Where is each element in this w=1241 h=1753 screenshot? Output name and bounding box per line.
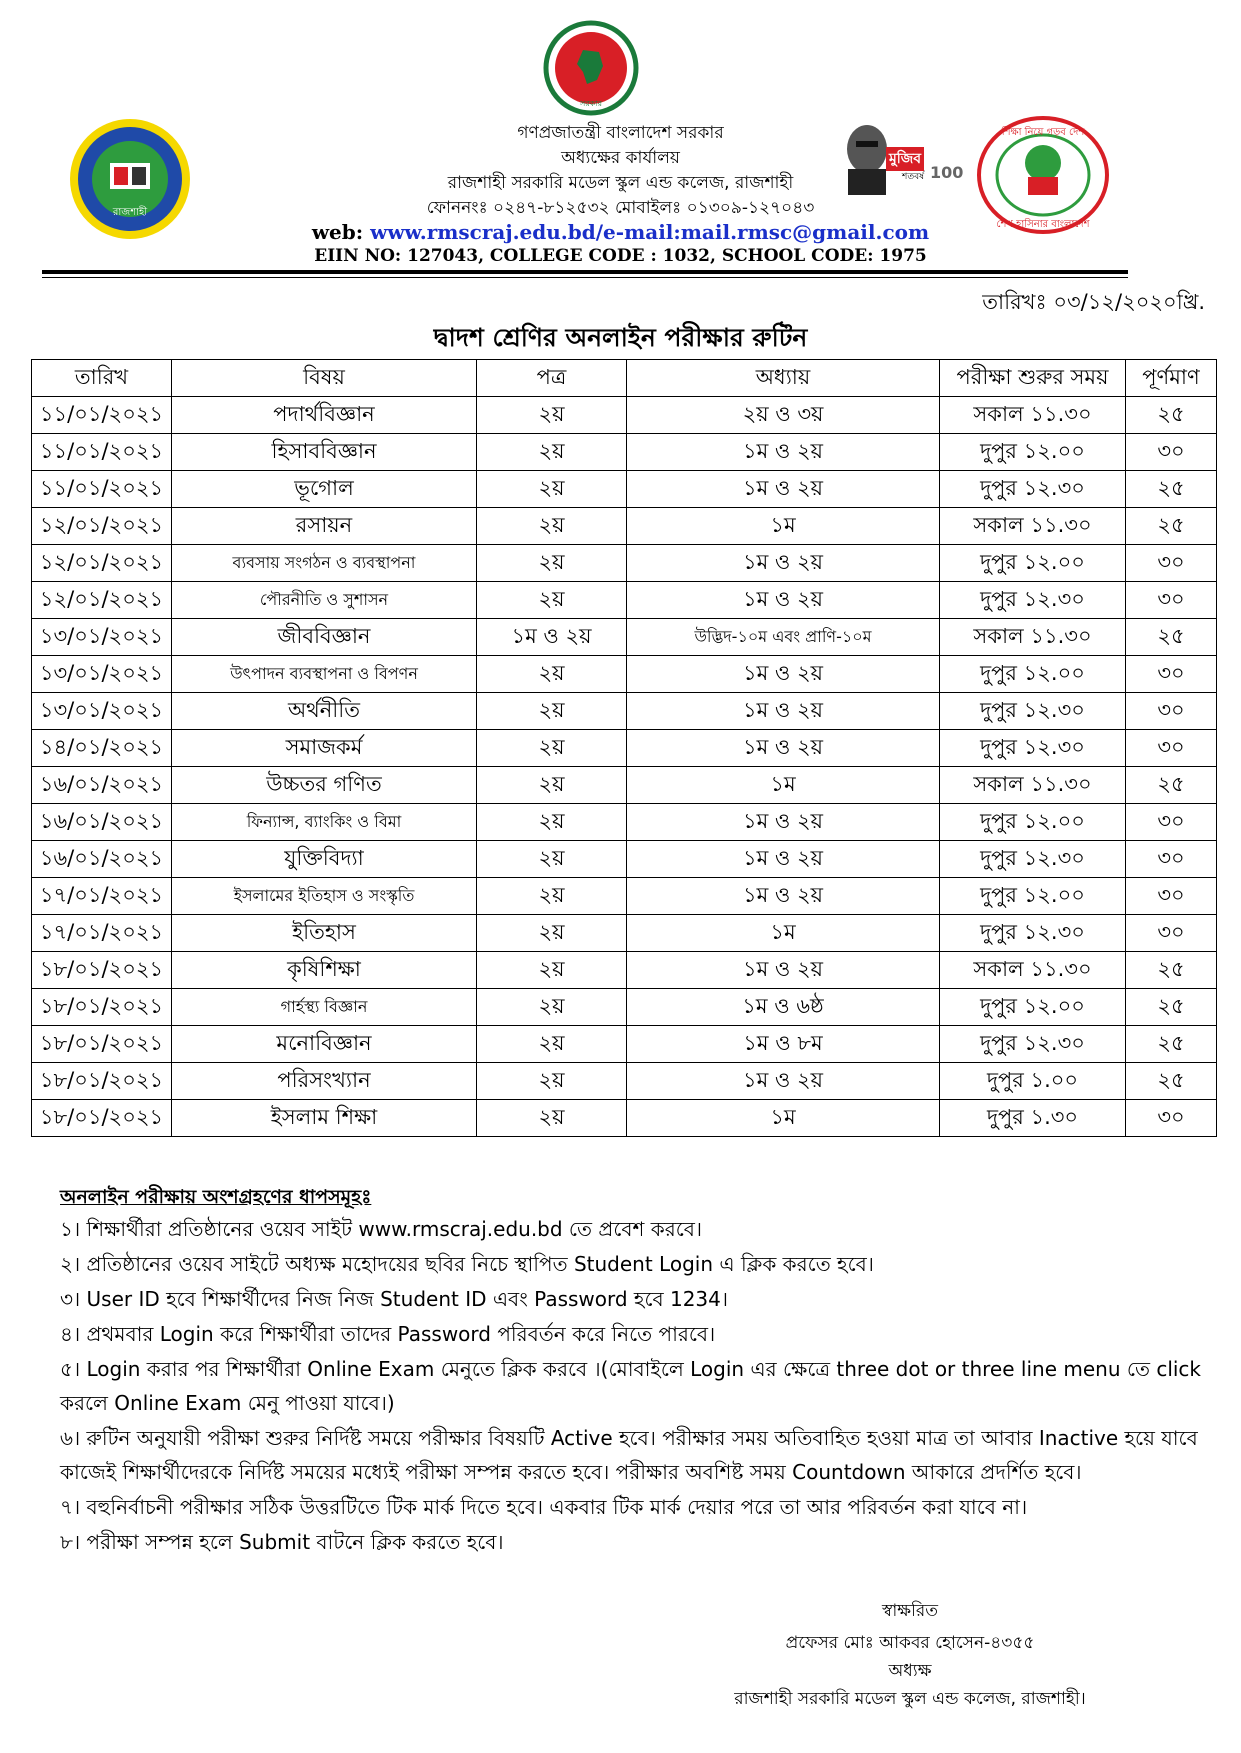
marks-cell: ২৫: [1126, 767, 1217, 804]
date-cell: ১৬/০১/২০২১: [32, 767, 172, 804]
gov-name: গণপ্রজাতন্ত্রী বাংলাদেশ সরকার: [517, 123, 724, 143]
table-row: [32, 471, 1217, 508]
chapter-cell: ১ম ও ২য়: [627, 841, 940, 878]
column-header: পরীক্ষা শুরুর সময়: [940, 360, 1126, 397]
chapter-cell: ১ম ও ২য়: [627, 434, 940, 471]
phone-line: ফোননংঃ ০২৪৭-৮১২৫৩২ মোবাইলঃ ০১৩০৯-১২৭০৪৩: [426, 198, 815, 218]
paper-cell: ২য়: [477, 767, 627, 804]
table-row: [32, 508, 1217, 545]
time-cell: সকাল ১১.৩০: [940, 619, 1126, 656]
subject-cell: ফিন্যান্স, ব্যাংকিং ও বিমা: [172, 804, 477, 841]
chapter-cell: ১ম ও ২য়: [627, 582, 940, 619]
marks-cell: ৩০: [1126, 656, 1217, 693]
chapter-cell: ১ম: [627, 767, 940, 804]
step-item: ১। শিক্ষার্থীরা প্রতিষ্ঠানের ওয়েব সাইট www.rmscraj.edu.bd তে প্রবেশ করবে।: [60, 1217, 703, 1241]
signatory-designation: অধ্যক্ষ: [888, 1661, 932, 1681]
subject-cell: কৃষিশিক্ষা: [172, 952, 477, 989]
time-cell: দুপুর ১২.০০: [940, 804, 1126, 841]
column-header: বিষয়: [172, 360, 477, 397]
date-cell: ১২/০১/২০২১: [32, 545, 172, 582]
chapter-cell: ১ম: [627, 915, 940, 952]
marks-cell: ২৫: [1126, 1026, 1217, 1063]
table-row: [32, 952, 1217, 989]
date-cell: ১৮/০১/২০২১: [32, 989, 172, 1026]
table-row: [32, 693, 1217, 730]
subject-cell: ব্যবসায় সংগঠন ও ব্যবস্থাপনা: [172, 545, 477, 582]
paper-cell: ২য়: [477, 582, 627, 619]
web-link[interactable]: www.rmscraj.edu.bd/e-mail:mail.rmsc@gmail.com: [370, 220, 930, 244]
paper-cell: ২য়: [477, 841, 627, 878]
time-cell: সকাল ১১.৩০: [940, 508, 1126, 545]
chapter-cell: ১ম ও ২য়: [627, 804, 940, 841]
table-row: [32, 804, 1217, 841]
table-row: [32, 1063, 1217, 1100]
date-cell: ১৪/০১/২০২১: [32, 730, 172, 767]
subject-cell: যুক্তিবিদ্যা: [172, 841, 477, 878]
signatory-institution: রাজশাহী সরকারি মডেল স্কুল এন্ড কলেজ, রাজশাহী।: [734, 1689, 1086, 1709]
date-cell: ১১/০১/২০২১: [32, 471, 172, 508]
paper-cell: ২য়: [477, 471, 627, 508]
chapter-cell: ১ম ও ২য়: [627, 952, 940, 989]
date-cell: ১৮/০১/২০২১: [32, 952, 172, 989]
time-cell: দুপুর ১২.০০: [940, 434, 1126, 471]
subject-cell: ভূগোল: [172, 471, 477, 508]
marks-cell: ৩০: [1126, 582, 1217, 619]
web-label: web:: [311, 220, 364, 244]
time-cell: দুপুর ১২.৩০: [940, 915, 1126, 952]
time-cell: দুপুর ১২.৩০: [940, 471, 1126, 508]
web-line: [0, 220, 1241, 244]
marks-cell: ২৫: [1126, 952, 1217, 989]
table-row: [32, 841, 1217, 878]
time-cell: সকাল ১১.৩০: [940, 397, 1126, 434]
institution-name: রাজশাহী সরকারি মডেল স্কুল এন্ড কলেজ, রাজশাহী: [447, 173, 794, 193]
svg-text:শিক্ষা নিয়ে গড়ব দেশ: শিক্ষা নিয়ে গড়ব দেশ: [1001, 127, 1085, 138]
subject-cell: ইসলামের ইতিহাস ও সংস্কৃতি: [172, 878, 477, 915]
time-cell: দুপুর ১২.৩০: [940, 693, 1126, 730]
marks-cell: ২৫: [1126, 397, 1217, 434]
marks-cell: ৩০: [1126, 1100, 1217, 1137]
paper-cell: ২য়: [477, 1063, 627, 1100]
subject-cell: পদার্থবিজ্ঞান: [172, 397, 477, 434]
marks-cell: ২৫: [1126, 619, 1217, 656]
paper-cell: ২য়: [477, 397, 627, 434]
time-cell: সকাল ১১.৩০: [940, 952, 1126, 989]
step-item: ৫। Login করার পর শিক্ষার্থীরা Online Exam মেনুতে ক্লিক করবে ।(মোবাইলে Login এর ক্ষেত্রে three dot or three line menu তে click করলে Online Exam মেনু পাওয়া যাবে।): [60, 1357, 1202, 1415]
chapter-cell: ১ম: [627, 508, 940, 545]
time-cell: দুপুর ১২.৩০: [940, 1026, 1126, 1063]
signed-label: স্বাক্ষরিত: [881, 1601, 939, 1621]
svg-text:সরকার: সরকার: [579, 99, 603, 108]
column-header: পত্র: [477, 360, 627, 397]
date-cell: ১৩/০১/২০২১: [32, 619, 172, 656]
chapter-cell: ১ম ও ৮ম: [627, 1026, 940, 1063]
time-cell: দুপুর ১২.৩০: [940, 730, 1126, 767]
step-item: ৬। রুটিন অনুযায়ী পরীক্ষা শুরুর নির্দিষ্ট সময়ে পরীক্ষার বিষয়টি Active হবে। পরীক্ষার সময় অতিবাহিত হওয়া মাত্র তা আবার Inactive হয়ে যাবে কাজেই শিক্ষার্থীদেরকে নির্দিষ্ট সময়ের মধ্যেই পরীক্ষা সম্পন্ন করতে হবে। পরীক্ষার অবশিষ্ট সময় Countdown আকারে প্রদর্শিত হবে।: [60, 1426, 1198, 1484]
subject-cell: উৎপাদন ব্যবস্থাপনা ও বিপণন: [172, 656, 477, 693]
table-row: [32, 730, 1217, 767]
date-cell: ১৮/০১/২০২১: [32, 1100, 172, 1137]
chapter-cell: ১ম ও ২য়: [627, 730, 940, 767]
subject-cell: জীববিজ্ঞান: [172, 619, 477, 656]
subject-cell: ইসলাম শিক্ষা: [172, 1100, 477, 1137]
date-cell: ১৩/০১/২০২১: [32, 693, 172, 730]
time-cell: দুপুর ১২.০০: [940, 656, 1126, 693]
paper-cell: ২য়: [477, 804, 627, 841]
office-name: অধ্যক্ষের কার্যালয়: [561, 148, 680, 168]
header-divider: [42, 270, 1128, 274]
date-cell: ১৮/০১/২০২১: [32, 1063, 172, 1100]
date-cell: ১৮/০১/২০২১: [32, 1026, 172, 1063]
table-body: [32, 397, 1217, 1137]
time-cell: দুপুর ১২.০০: [940, 989, 1126, 1026]
subject-cell: মনোবিজ্ঞান: [172, 1026, 477, 1063]
table-row: [32, 1026, 1217, 1063]
paper-cell: ২য়: [477, 693, 627, 730]
marks-cell: ২৫: [1126, 1063, 1217, 1100]
time-cell: দুপুর ১২.০০: [940, 878, 1126, 915]
chapter-cell: ১ম ও ২য়: [627, 878, 940, 915]
routine-table: [31, 359, 1217, 1137]
paper-cell: ২য়: [477, 508, 627, 545]
marks-cell: ৩০: [1126, 841, 1217, 878]
header-divider-thin: [42, 277, 1128, 278]
date-cell: ১৬/০১/২০২১: [32, 841, 172, 878]
paper-cell: ২য়: [477, 952, 627, 989]
government-emblem-icon: [543, 20, 639, 116]
time-cell: দুপুর ১২.৩০: [940, 582, 1126, 619]
table-row: [32, 915, 1217, 952]
time-cell: দুপুর ১.৩০: [940, 1100, 1126, 1137]
paper-cell: ২য়: [477, 545, 627, 582]
mujib-sub: শতবর্ষ: [902, 172, 925, 182]
time-cell: দুপুর ১২.০০: [940, 545, 1126, 582]
table-row: [32, 397, 1217, 434]
codes-line: EIIN NO: 127043, COLLEGE CODE : 1032, SCHOOL CODE: 1975: [314, 246, 927, 266]
marks-cell: ৩০: [1126, 545, 1217, 582]
paper-cell: ২য়: [477, 989, 627, 1026]
column-header: অধ্যায়: [627, 360, 940, 397]
subject-cell: হিসাববিজ্ঞান: [172, 434, 477, 471]
table-row: [32, 878, 1217, 915]
issue-date: তারিখঃ ০৩/১২/২০২০খ্রি.: [982, 290, 1205, 314]
marks-cell: ৩০: [1126, 693, 1217, 730]
table-row: [32, 619, 1217, 656]
date-cell: ১৭/০১/২০২১: [32, 878, 172, 915]
steps-title: অনলাইন পরীক্ষায় অংশগ্রহণের ধাপসমূহঃ: [60, 1186, 372, 1208]
subject-cell: অর্থনীতি: [172, 693, 477, 730]
chapter-cell: ১ম ও ২য়: [627, 693, 940, 730]
marks-cell: ৩০: [1126, 915, 1217, 952]
paper-cell: ২য়: [477, 1026, 627, 1063]
subject-cell: গার্হস্থ্য বিজ্ঞান: [172, 989, 477, 1026]
marks-cell: ৩০: [1126, 878, 1217, 915]
table-row: [32, 1100, 1217, 1137]
steps-list: [60, 1212, 1220, 1560]
date-cell: ১২/০১/২০২১: [32, 582, 172, 619]
mujib-label: মুজিব: [886, 147, 924, 171]
time-cell: সকাল ১১.৩০: [940, 767, 1126, 804]
paper-cell: ২য়: [477, 1100, 627, 1137]
subject-cell: সমাজকর্ম: [172, 730, 477, 767]
svg-text:শেখ হাসিনার বাংলাদেশ: শেখ হাসিনার বাংলাদেশ: [996, 219, 1090, 230]
svg-text:রাজশাহী: রাজশাহী: [112, 207, 148, 218]
date-cell: ১৩/০১/২০২১: [32, 656, 172, 693]
mujib-number: 100: [930, 163, 964, 182]
marks-cell: ২৫: [1126, 989, 1217, 1026]
subject-cell: পরিসংখ্যান: [172, 1063, 477, 1100]
step-item: ৩। User ID হবে শিক্ষার্থীদের নিজ নিজ Student ID এবং Password হবে 1234।: [60, 1287, 729, 1311]
paper-cell: ২য়: [477, 656, 627, 693]
table-row: [32, 989, 1217, 1026]
step-item: ৪। প্রথমবার Login করে শিক্ষার্থীরা তাদের Password পরিবর্তন করে নিতে পারবে।: [60, 1322, 716, 1346]
step-item: ২। প্রতিষ্ঠানের ওয়েব সাইটে অধ্যক্ষ মহোদয়ের ছবির নিচে স্থাপিত Student Login এ ক্লিক করতে হবে।: [60, 1252, 874, 1276]
paper-cell: ২য়: [477, 730, 627, 767]
column-header: পূর্ণমাণ: [1126, 360, 1217, 397]
subject-cell: উচ্চতর গণিত: [172, 767, 477, 804]
table-row: [32, 656, 1217, 693]
chapter-cell: ১ম ও ৬ষ্ঠ: [627, 989, 940, 1026]
paper-cell: ২য়: [477, 878, 627, 915]
date-cell: ১১/০১/২০২১: [32, 434, 172, 471]
chapter-cell: ১ম: [627, 1100, 940, 1137]
time-cell: দুপুর ১২.৩০: [940, 841, 1126, 878]
paper-cell: ২য়: [477, 434, 627, 471]
table-row: [32, 434, 1217, 471]
date-cell: ১৭/০১/২০২১: [32, 915, 172, 952]
column-header: তারিখ: [32, 360, 172, 397]
signatory-name: প্রফেসর মোঃ আকবর হোসেন-৪৩৫৫: [785, 1633, 1035, 1653]
page-title: দ্বাদশ শ্রেণির অনলাইন পরীক্ষার রুটিন: [433, 323, 808, 352]
marks-cell: ২৫: [1126, 508, 1217, 545]
step-item: ৭। বহুনির্বাচনী পরীক্ষার সঠিক উত্তরটিতে টিক মার্ক দিতে হবে। একবার টিক মার্ক দেয়ার পরে তা আর পরিবর্তন করা যাবে না।: [60, 1495, 1028, 1519]
table-row: [32, 767, 1217, 804]
chapter-cell: ১ম ও ২য়: [627, 1063, 940, 1100]
chapter-cell: ১ম ও ২য়: [627, 471, 940, 508]
table-header-row: [32, 360, 1217, 397]
marks-cell: ৩০: [1126, 730, 1217, 767]
subject-cell: ইতিহাস: [172, 915, 477, 952]
date-cell: ১৬/০১/২০২১: [32, 804, 172, 841]
marks-cell: ২৫: [1126, 471, 1217, 508]
paper-cell: ২য়: [477, 915, 627, 952]
table-row: [32, 545, 1217, 582]
chapter-cell: উদ্ভিদ-১০ম এবং প্রাণি-১০ম: [627, 619, 940, 656]
chapter-cell: ২য় ও ৩য়: [627, 397, 940, 434]
table-row: [32, 582, 1217, 619]
marks-cell: ৩০: [1126, 434, 1217, 471]
marks-cell: ৩০: [1126, 804, 1217, 841]
subject-cell: পৌরনীতি ও সুশাসন: [172, 582, 477, 619]
subject-cell: রসায়ন: [172, 508, 477, 545]
paper-cell: ১ম ও ২য়: [477, 619, 627, 656]
step-item: ৮। পরীক্ষা সম্পন্ন হলে Submit বাটনে ক্লিক করতে হবে।: [60, 1530, 504, 1554]
chapter-cell: ১ম ও ২য়: [627, 656, 940, 693]
time-cell: দুপুর ১.০০: [940, 1063, 1126, 1100]
chapter-cell: ১ম ও ২য়: [627, 545, 940, 582]
date-cell: ১১/০১/২০২১: [32, 397, 172, 434]
date-cell: ১২/০১/২০২১: [32, 508, 172, 545]
